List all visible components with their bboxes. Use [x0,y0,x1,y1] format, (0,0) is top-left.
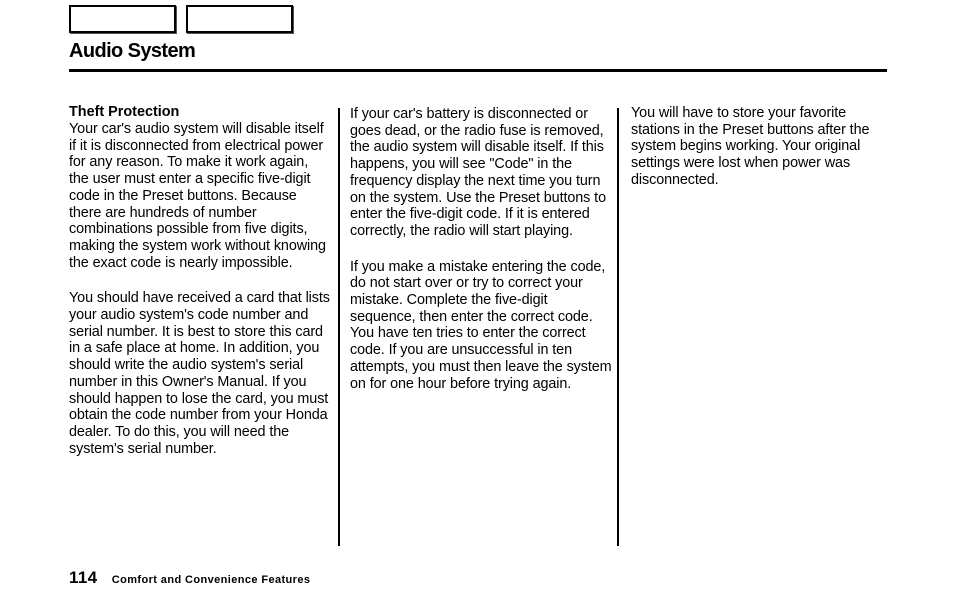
text-column-3 [631,105,887,208]
nav-button-next[interactable] [186,5,293,33]
title-rule [69,69,887,72]
text-column-1 [69,104,331,476]
paragraph: You will have to store your favorite stations in the Preset buttons after the system begins working. Your original settings were lost when power was disconnected. [631,105,870,188]
paragraph: If your car's battery is disconnected or goes dead, or the radio fuse is removed, the audio system will disable itself. If this happens, you will see "Code" in the frequency display the next time you turn on the system. Use the Preset buttons to enter the five-digit code. If it is entered correctly, the radio will start playing. [350,106,606,239]
page-footer [69,568,310,588]
paragraph: Your car's audio system will disable itself if it is disconnected from electrical power for any reason. To make it work again, the user must enter a specific five-digit code in the Preset buttons. Because there are hundreds of number combinations possible from five digits, making the system work without knowing the exact code is nearly impossible. [69,121,326,271]
text-column-2 [350,106,612,411]
page-number: 114 [69,568,98,587]
column-divider [617,108,619,546]
paragraph: If you make a mistake entering the code, do not start over or try to correct your mistake. Complete the five-digit sequence, then enter the correct code. You have ten tries to enter the correct code. If you are unsuccessful in ten attempts, you must then leave the system on for one hour before trying again. [350,258,612,392]
footer-section-title: Comfort and Convenience Features [111,574,311,586]
section-heading: Theft Protection [69,104,180,120]
column-divider [338,108,340,546]
page-title: Audio System [69,40,196,62]
nav-button-previous[interactable] [69,5,176,33]
paragraph: You should have received a card that lists your audio system's code number and serial number. It is best to store this card in a safe place at home. In addition, you should write the audio system's serial number in this Owner's Manual. If you should happen to lose the card, you must obtain the code number from your Honda dealer. To do this, you will need the system's serial number. [69,290,330,457]
